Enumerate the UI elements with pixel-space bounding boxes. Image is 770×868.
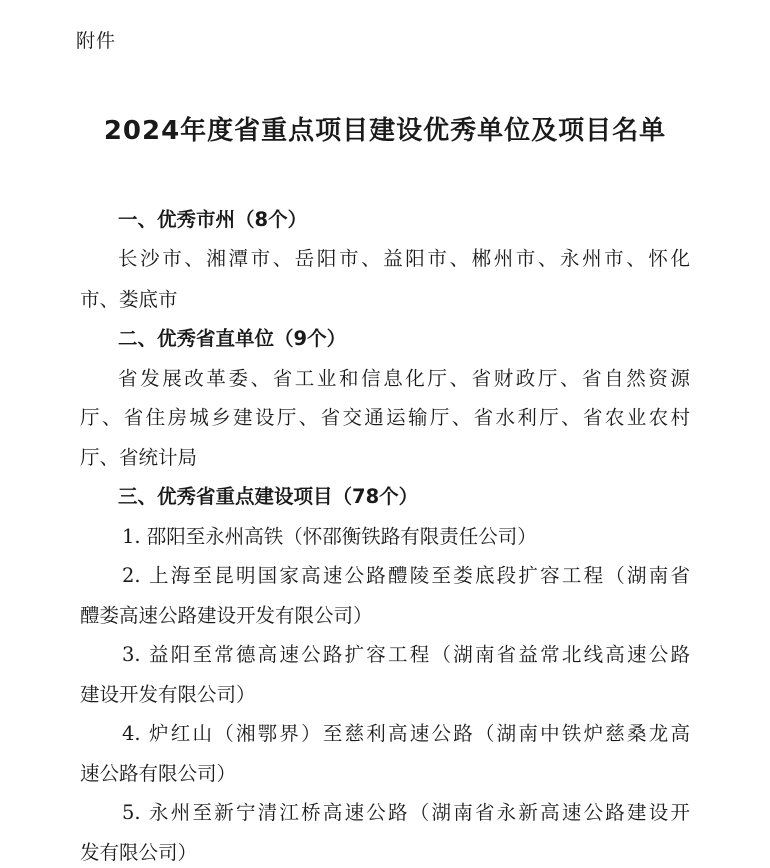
section-1-line-1: 长沙市、湘潭市、岳阳市、益阳市、郴州市、永州市、怀化 [118,247,690,270]
project-item-3-line-1: 3. 益阳至常德高速公路扩容工程（湖南省益常北线高速公路 [122,643,690,666]
project-item-2-line-1: 2. 上海至昆明国家高速公路醴陵至娄底段扩容工程（湖南省 [122,564,690,587]
section-heading-2: 二、优秀省直单位（9个） [118,327,347,350]
section-2-line-3: 厅、省统计局 [80,446,198,469]
project-item-5-line-2: 发有限公司） [80,841,198,864]
page-title: 2024年度省重点项目建设优秀单位及项目名单 [103,116,667,146]
section-2-line-2: 厅、省住房城乡建设厅、省交通运输厅、省水利厅、省农业农村 [80,406,690,429]
section-2-line-1: 省发展改革委、省工业和信息化厅、省财政厅、省自然资源 [118,367,690,390]
project-item-2-line-2: 醴娄高速公路建设开发有限公司） [80,604,373,627]
project-item-5-line-1: 5. 永州至新宁清江桥高速公路（湖南省永新高速公路建设开 [122,801,690,824]
section-1-line-2: 市、娄底市 [80,288,178,311]
project-item-1-line-1: 1. 邵阳至永州高铁（怀邵衡铁路有限责任公司） [122,525,537,548]
project-item-3-line-2: 建设开发有限公司） [80,683,256,706]
project-item-4-line-2: 速公路有限公司） [80,762,237,785]
project-item-4-line-1: 4. 炉红山（湘鄂界）至慈利高速公路（湖南中铁炉慈桑龙高 [122,722,690,745]
attachment-label: 附件 [76,30,117,52]
section-heading-3: 三、优秀省重点建设项目（78个） [118,485,419,508]
section-heading-1: 一、优秀市州（8个） [118,208,308,231]
